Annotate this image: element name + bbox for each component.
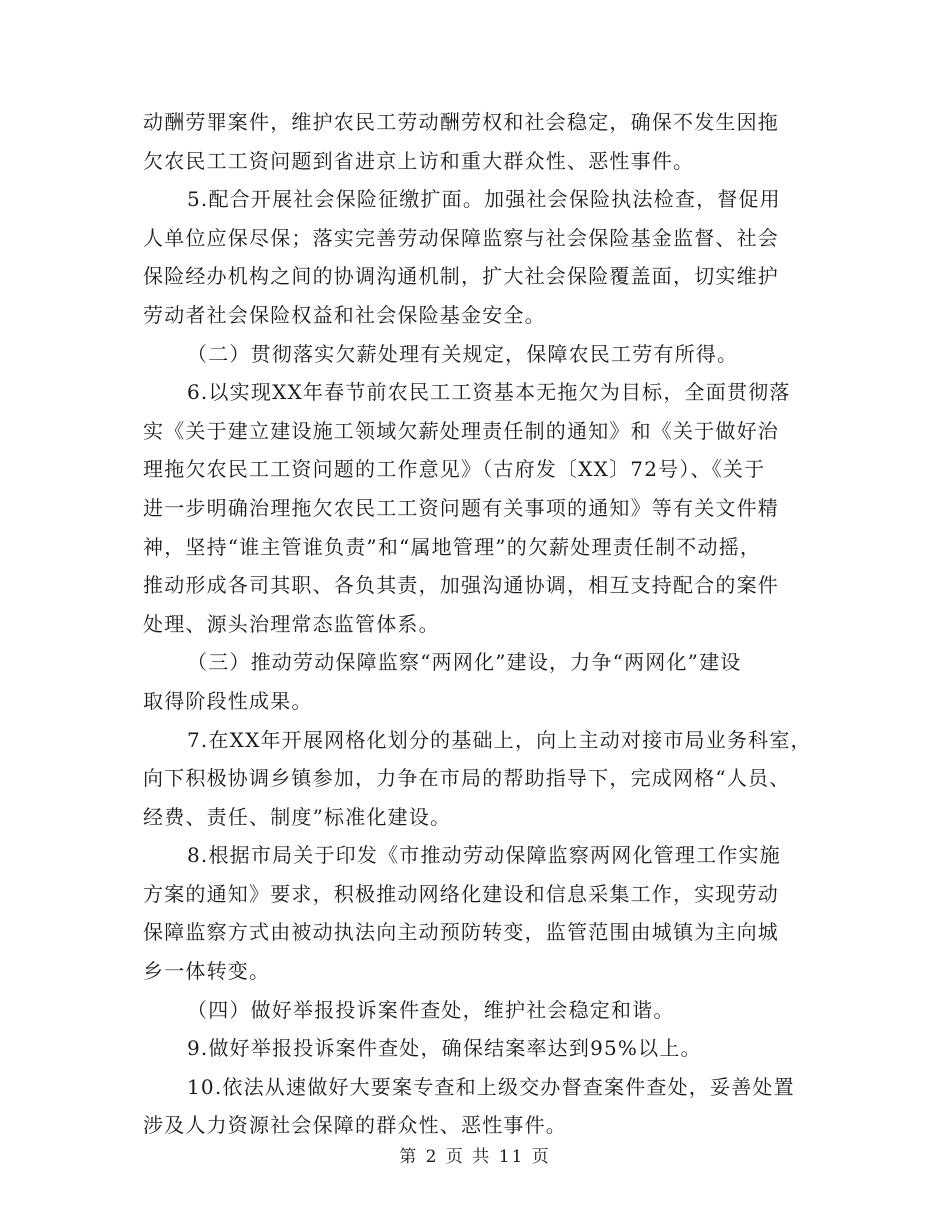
text-line: 7.在XX年开展网格化划分的基础上，向上主动对接市局业务科室， [187, 727, 812, 752]
text-line: 涉及人力资源社会保障的群众性、恶性事件。 [143, 1113, 567, 1138]
text-line: 6.以实现XX年春节前农民工工资基本无拖欠为目标，全面贯彻落 [187, 380, 791, 405]
text-line: （二）贯彻落实欠薪处理有关规定，保障农民工劳有所得。 [187, 341, 739, 366]
text-line: （四）做好举报投诉案件查处，维护社会稳定和谐。 [187, 997, 675, 1022]
document-body [143, 103, 812, 1145]
text-line: 劳动者社会保险权益和社会保险基金安全。 [143, 302, 546, 327]
text-line: （三）推动劳动保障监察“两网化”建设，力争“两网化”建设 [187, 650, 742, 675]
text-line: 取得阶段性成果。 [143, 688, 313, 713]
page-number-footer: 第 2 页 共 11 页 [399, 1147, 551, 1167]
text-line: 理拖欠农民工工资问题的工作意见》（古府发〔XX〕72号）、《关于 [143, 457, 766, 482]
text-line: 推动形成各司其职、各负其责，加强沟通协调，相互支持配合的案件 [143, 573, 779, 598]
text-line: 10.依法从速做好大要案专查和上级交办督查案件查处，妥善处置 [187, 1074, 795, 1099]
text-line: 处理、源头治理常态监管体系。 [143, 611, 440, 636]
text-line: 保障监察方式由被动执法向主动预防转变，监管范围由城镇为主向城 [143, 920, 779, 945]
text-line: 神，坚持“谁主管谁负责”和“属地管理”的欠薪处理责任制不动摇， [143, 534, 762, 559]
text-line: 进一步明确治理拖欠农民工工资问题有关事项的通知》等有关文件精 [143, 495, 779, 520]
text-line: 5.配合开展社会保险征缴扩面。加强社会保险执法检查，督促用 [187, 187, 781, 212]
text-line: 动酬劳罪案件，维护农民工劳动酬劳权和社会稳定，确保不发生因拖 [143, 110, 779, 134]
text-line: 向下积极协调乡镇参加，力争在市局的帮助指导下，完成网格“人员、 [143, 766, 791, 791]
text-line: 经费、责任、制度”标准化建设。 [143, 804, 452, 829]
text-line: 8.根据市局关于印发《市推动劳动保障监察两网化管理工作实施 [187, 843, 781, 868]
text-line: 乡一体转变。 [143, 959, 271, 984]
text-line: 实《关于建立建设施工领域欠薪处理责任制的通知》和《关于做好治 [143, 418, 779, 443]
text-line: 方案的通知》要求，积极推动网络化建设和信息采集工作，实现劳动 [143, 881, 779, 906]
text-line: 欠农民工工资问题到省进京上访和重大群众性、恶性事件。 [143, 148, 695, 173]
text-line: 9.做好举报投诉案件查处，确保结案率达到95%以上。 [187, 1036, 702, 1061]
text-line: 人单位应保尽保；落实完善劳动保障监察与社会保险基金监督、社会 [143, 225, 779, 250]
text-line: 保险经办机构之间的协调沟通机制，扩大社会保险覆盖面，切实维护 [143, 264, 779, 289]
